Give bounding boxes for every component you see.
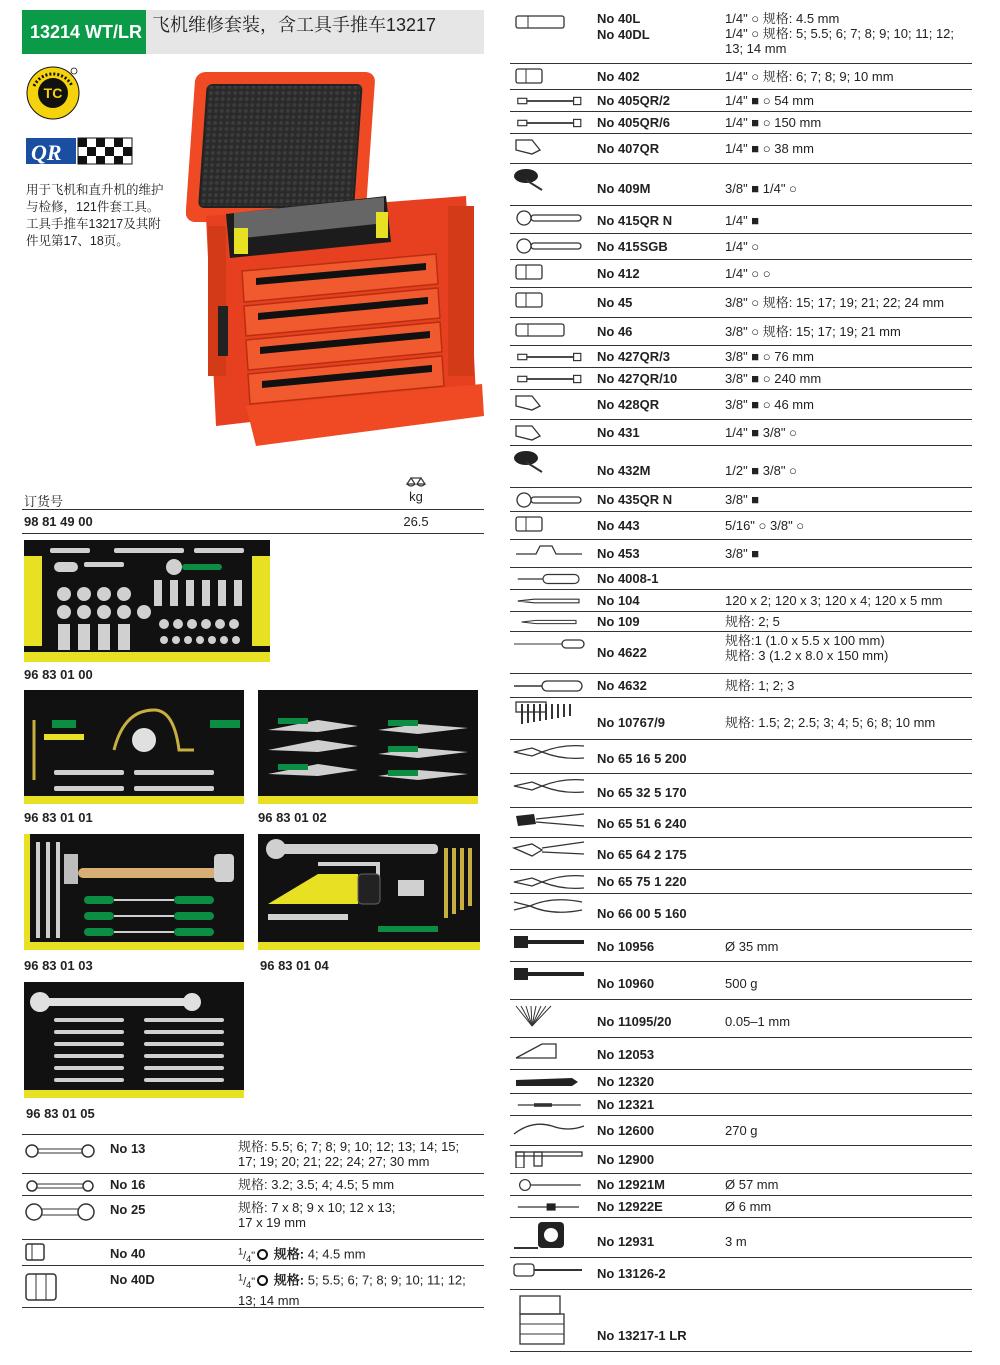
item-number-line: No 12321 [597, 1097, 655, 1112]
item-number-line: No 13217-1 LR [597, 1328, 687, 1343]
item-spec [725, 678, 973, 693]
item-row [510, 112, 972, 134]
item-spec [725, 715, 973, 730]
item-row [510, 612, 972, 632]
item-spec [725, 181, 973, 196]
item-number [597, 816, 687, 832]
scriber-icon [512, 1096, 592, 1114]
item-number [597, 546, 640, 562]
item-row [510, 488, 972, 512]
item-number-line: No 12320 [597, 1074, 655, 1089]
quick-release-logo [26, 136, 136, 166]
item-spec-line: 规格: 3 (1.2 x 8.0 x 150 mm) [725, 648, 889, 663]
item-spec [725, 93, 973, 108]
item-row [510, 1094, 972, 1116]
item-row [510, 234, 972, 260]
socket-icon [512, 66, 592, 86]
extension-icon [512, 348, 592, 366]
item-spec [725, 371, 973, 386]
order-row [22, 510, 484, 534]
item-row [510, 446, 972, 488]
item-spec [725, 425, 973, 440]
item-spec-line: 13; 14 mm [725, 41, 787, 56]
extension-icon [512, 92, 592, 110]
item-spec-line: 1/4" ○ 规格: 5; 5.5; 6; 7; 8; 9; 10; 11; 12; [725, 26, 955, 41]
item-spec [725, 463, 973, 478]
ring-wrench-icon [24, 1202, 96, 1222]
item-number [597, 645, 647, 661]
item-number [597, 1152, 654, 1168]
item-number: No 16 [110, 1177, 146, 1192]
item-number-line: No 402 [597, 69, 640, 84]
caliper-icon [512, 1148, 592, 1168]
item-row [510, 512, 972, 540]
adapter-icon [512, 422, 592, 442]
item-number [597, 1266, 666, 1282]
item-number [597, 906, 687, 922]
combination-wrench-tray-illustration [24, 982, 244, 1098]
item-number-line: No 428QR [597, 397, 660, 412]
item-spec [725, 633, 973, 663]
item-spec-line: 1/2" ■ 3/8" ○ [725, 463, 797, 478]
item-spec [725, 266, 973, 281]
item-number-line: No 65 51 6 240 [597, 816, 687, 831]
item-number-line: No 415SGB [597, 239, 668, 254]
product-title: 飞机维修套装，含工具手推车13217 [146, 10, 484, 54]
item-row [510, 90, 972, 112]
item-row [510, 930, 972, 962]
item-number: No 40 [110, 1246, 146, 1261]
tray-image [24, 834, 244, 950]
item-number-line: No 435QR N [597, 492, 673, 507]
item-spec-line: Ø 35 mm [725, 939, 779, 954]
item-number-line: No 65 16 5 200 [597, 751, 687, 766]
pliers-icon [512, 872, 592, 892]
item-spec-line: 3/8" ■ ○ 46 mm [725, 397, 814, 412]
item-number [597, 593, 640, 609]
item-spec-line: 3/8" ■ [725, 546, 760, 561]
item-number-line: No 65 75 1 220 [597, 874, 687, 889]
item-spec [725, 213, 973, 228]
item-spec [725, 11, 973, 56]
item-spec [725, 397, 973, 412]
item-row [510, 164, 972, 206]
item-spec [725, 69, 973, 84]
svg-text:TC: TC [43, 85, 63, 101]
hammer-icon [512, 932, 592, 952]
tray-number: 96 83 01 05 [26, 1106, 95, 1121]
item-spec [725, 141, 973, 156]
item-row [510, 698, 972, 740]
item-number-line: No 415QR N [597, 213, 673, 228]
tray-image [24, 982, 244, 1098]
item-number-line: No 11095/20 [597, 1014, 672, 1029]
item-row [510, 1174, 972, 1196]
ratchet-icon [512, 208, 592, 228]
item-number [597, 181, 650, 197]
item-number-line: No 409M [597, 181, 651, 196]
item-spec [725, 1177, 973, 1192]
item-spec-line: 120 x 2; 120 x 3; 120 x 4; 120 x 5 mm [725, 593, 943, 608]
item-row [510, 134, 972, 164]
item-spec-line: 规格:1 (1.0 x 5.5 x 100 mm) [725, 633, 885, 648]
item-spec-line: 3/8" ○ 规格: 15; 17; 19; 21; 22; 24 mm [725, 295, 945, 310]
item-spec-line: 1/4" ○ 规格: 4.5 mm [725, 11, 840, 26]
order-weight: 26.5 [403, 514, 429, 529]
item-row [510, 390, 972, 420]
item-number [597, 847, 687, 863]
bit-holder-icon [512, 1260, 592, 1280]
item-spec [725, 492, 973, 507]
socket-long-icon [512, 320, 592, 340]
item-number [597, 371, 677, 387]
item-row [510, 1146, 972, 1174]
item-spec [725, 614, 973, 629]
mirror-icon [512, 1176, 592, 1194]
item-number [597, 571, 658, 587]
item-number-line: No 4632 [597, 678, 647, 693]
item-spec-line: 规格: 2; 5 [725, 614, 780, 629]
tool-case-icon [512, 1292, 592, 1348]
item-spec-line: Ø 6 mm [725, 1199, 772, 1214]
tape-measure-icon [512, 1220, 592, 1252]
pick-up-tool-icon [512, 1118, 592, 1138]
weight-column-header [386, 476, 446, 504]
item-row [510, 346, 972, 368]
item-spec: 规格: 5.5; 6; 7; 8; 9; 10; 12; 13; 14; 15; 17; 19; 20; 21; 22; 24; 27; 30 mm [238, 1139, 460, 1169]
item-row [510, 894, 972, 930]
item-row [510, 540, 972, 568]
item-spec-line: 3 m [725, 1234, 747, 1249]
item-number-line: No 427QR/10 [597, 371, 678, 386]
tool-control-logo [26, 66, 80, 120]
item-spec [725, 1014, 973, 1029]
item-spec-line: 1/4" ■ ○ 38 mm [725, 141, 814, 156]
scale-icon [405, 476, 427, 490]
item-spec [725, 939, 973, 954]
item-spec-line: 1/4" ○ 规格: 6; 7; 8; 9; 10 mm [725, 69, 894, 84]
item-row [510, 420, 972, 446]
item-number-line: No 4008-1 [597, 571, 659, 586]
brace-icon [512, 542, 592, 562]
item-number [597, 295, 632, 311]
item-spec [725, 546, 973, 561]
locking-pliers-icon [512, 840, 592, 860]
screwdriver-icon [512, 570, 592, 588]
item-spec [725, 1123, 973, 1138]
item-spec: $^1/_4$" 规格: 5; 5.5; 6; 7; 8; 9; 10; 11; 12; 13; 14 mm [238, 1272, 466, 1308]
item-number-line: No 443 [597, 518, 640, 533]
item-number-line: No 65 64 2 175 [597, 847, 687, 862]
item-spec-line: 3/8" ■ 1/4" ○ [725, 181, 797, 196]
item-row [510, 1000, 972, 1038]
item-number [597, 614, 640, 630]
item-number [597, 1328, 687, 1344]
item-spec-line: 1/4" ○ ○ [725, 266, 771, 281]
item-spec [725, 518, 973, 533]
item-row [510, 590, 972, 612]
magnet-icon [512, 1198, 592, 1216]
item-number [597, 93, 670, 109]
item-spec-line: 规格: 1; 2; 3 [725, 678, 795, 693]
item-number-line: No 405QR/2 [597, 93, 670, 108]
item-number-line: No 4622 [597, 645, 647, 660]
tray-image [24, 690, 244, 804]
saw-caliper-tray-illustration [258, 834, 480, 950]
pliers-icon [512, 742, 592, 762]
item-row [510, 64, 972, 90]
item-spec-line: 500 g [725, 976, 758, 991]
feeler-icon [512, 634, 592, 654]
item-number [597, 239, 668, 255]
item-number [597, 1199, 663, 1215]
item-row [22, 1174, 484, 1196]
item-number [597, 266, 640, 282]
hammer-screwdriver-tray-illustration [24, 834, 244, 950]
item-number-line: No 12600 [597, 1123, 655, 1138]
item-number [597, 1014, 671, 1030]
item-row [510, 632, 972, 674]
item-row [510, 1038, 972, 1070]
item-number [597, 425, 640, 441]
water-pump-pliers-icon [512, 810, 592, 830]
socket-tray-illustration [24, 540, 270, 662]
item-row [510, 1258, 972, 1290]
socket-icon [512, 262, 592, 282]
item-number [597, 1047, 654, 1063]
tray-image [258, 690, 478, 804]
item-number [597, 874, 687, 890]
item-row [510, 318, 972, 346]
item-spec [725, 1234, 973, 1249]
item-number-line: No 10767/9 [597, 715, 665, 730]
item-number [597, 751, 687, 767]
item-number-line: No 40DL [597, 27, 650, 42]
item-row [510, 206, 972, 234]
socket-icon [24, 1272, 96, 1302]
item-row [510, 838, 972, 870]
hacksaw-icon [512, 1040, 592, 1060]
item-number-line: No 109 [597, 614, 640, 629]
side-cutter-icon [512, 896, 592, 916]
item-number-line: No 12922E [597, 1199, 663, 1214]
order-number: 98 81 49 00 [24, 514, 93, 529]
item-number-line: No 40L [597, 11, 641, 26]
item-spec [725, 295, 973, 310]
item-number-line: No 10960 [597, 976, 655, 991]
tray-image [24, 540, 270, 662]
item-row [510, 1116, 972, 1146]
feeler-gauge-icon [512, 1002, 592, 1030]
item-spec-line: 3/8" ■ ○ 240 mm [725, 371, 822, 386]
item-spec-line: 1/4" ■ 3/8" ○ [725, 425, 797, 440]
item-number [597, 141, 659, 157]
item-spec [725, 593, 973, 608]
item-row [510, 368, 972, 390]
ratchet-icon [512, 236, 592, 256]
item-row [22, 1266, 484, 1308]
tray-number: 96 83 01 00 [24, 667, 93, 682]
spinner-handle-icon [512, 448, 592, 476]
item-row [510, 870, 972, 894]
intro-text: 用于飞机和直升机的维护 与检修，121件套工具。 工具手推车13217及其附 件见第17、18页。 [26, 183, 164, 248]
adapter-icon [512, 136, 592, 156]
item-row [510, 674, 972, 698]
order-number-label: 订货号 [24, 494, 64, 509]
item-number [597, 115, 670, 131]
item-number-line: No 13126-2 [597, 1266, 666, 1281]
punch-icon [512, 592, 592, 610]
open-end-wrench-icon [24, 1176, 96, 1196]
item-number [597, 715, 665, 731]
item-spec: 规格: 3.2; 3.5; 4; 4.5; 5 mm [238, 1177, 395, 1192]
item-row [510, 568, 972, 590]
item-number-line: No 453 [597, 546, 640, 561]
item-spec [725, 1199, 973, 1214]
product-code: 13214 WT/LR [22, 10, 146, 54]
item-row [510, 740, 972, 774]
item-number [597, 518, 640, 534]
item-number-line: No 405QR/6 [597, 115, 670, 130]
wrench-tray-illustration [24, 690, 244, 804]
hex-key-set-icon [512, 700, 592, 728]
weight-unit: kg [409, 489, 423, 504]
tray-number: 96 83 01 02 [258, 810, 327, 825]
item-spec-line: 1/4" ○ [725, 239, 760, 254]
item-number [597, 492, 672, 508]
item-number-line: No 431 [597, 425, 640, 440]
item-spec: 规格: 7 x 8; 9 x 10; 12 x 13; 17 x 19 mm [238, 1200, 396, 1230]
round-drive-icon [257, 1249, 268, 1260]
combination-wrench-icon [24, 1141, 96, 1161]
item-number [597, 1123, 654, 1139]
item-number [597, 349, 670, 365]
item-row [510, 1070, 972, 1094]
item-number: No 40D [110, 1272, 155, 1287]
tray-image [258, 834, 480, 950]
tray-number: 96 83 01 04 [260, 958, 329, 973]
item-number [597, 69, 640, 85]
knife-icon [512, 1072, 592, 1092]
item-spec-line: 3/8" ■ [725, 492, 760, 507]
item-spec-line: 1/4" ■ [725, 213, 760, 228]
punch-icon [512, 614, 592, 630]
tray-number: 96 83 01 03 [24, 958, 93, 973]
item-number-line: No 66 00 5 160 [597, 906, 687, 921]
ratchet-icon [512, 490, 592, 510]
item-number-line: No 432M [597, 463, 651, 478]
hammer-icon [512, 964, 592, 984]
item-number [597, 463, 650, 479]
item-number-line: No 427QR/3 [597, 349, 670, 364]
item-number [597, 976, 654, 992]
item-row [510, 10, 972, 64]
item-spec [725, 115, 973, 130]
item-number-line: No 46 [597, 324, 633, 339]
spinner-handle-icon [512, 166, 592, 194]
item-spec-line: 1/4" ■ ○ 54 mm [725, 93, 814, 108]
item-number [597, 324, 632, 340]
socket-icon [512, 514, 592, 534]
item-number [597, 939, 654, 955]
item-spec-line: 5/16" ○ 3/8" ○ [725, 518, 805, 533]
extension-icon [512, 370, 592, 388]
screwdriver-icon [512, 676, 592, 696]
item-number [597, 1234, 654, 1250]
item-number [597, 1177, 665, 1193]
adapter-icon [512, 392, 592, 412]
item-row [510, 260, 972, 288]
item-spec-line: 3/8" ○ 规格: 15; 17; 19; 21 mm [725, 324, 901, 339]
tool-case-photo [186, 66, 486, 466]
item-spec: $^1/_4$" 规格: 4; 4.5 mm [238, 1246, 366, 1264]
socket-long-icon [512, 12, 592, 32]
item-spec-line: 1/4" ■ ○ 150 mm [725, 115, 822, 130]
item-row [510, 1218, 972, 1258]
item-row [510, 808, 972, 838]
item-number: No 25 [110, 1202, 146, 1217]
item-number [597, 678, 647, 694]
tray-number: 96 83 01 01 [24, 810, 93, 825]
pliers-tray-illustration [258, 690, 478, 804]
item-number-line: No 412 [597, 266, 640, 281]
item-number-line: No 65 32 5 170 [597, 785, 687, 800]
item-spec [725, 976, 973, 991]
item-row [510, 288, 972, 318]
item-number-line: No 104 [597, 593, 640, 608]
item-row [510, 1290, 972, 1352]
item-number: No 13 [110, 1141, 146, 1156]
item-row [510, 1196, 972, 1218]
item-spec [725, 324, 973, 339]
item-spec-line: 0.05–1 mm [725, 1014, 791, 1029]
item-number-line: No 10956 [597, 939, 655, 954]
item-number [597, 1097, 654, 1113]
item-number-line: No 407QR [597, 141, 660, 156]
item-number [597, 213, 672, 229]
extension-icon [512, 114, 592, 132]
item-number [597, 1074, 654, 1090]
item-spec [725, 239, 973, 254]
order-table-header [22, 476, 484, 510]
item-number [597, 397, 659, 413]
item-number-line: No 12053 [597, 1047, 655, 1062]
item-spec-line: 规格: 1.5; 2; 2.5; 3; 4; 5; 6; 8; 10 mm [725, 715, 936, 730]
item-number-line: No 45 [597, 295, 633, 310]
item-number-line: No 12921M [597, 1177, 665, 1192]
item-number-line: No 12900 [597, 1152, 655, 1167]
socket-icon [512, 290, 592, 310]
item-spec-line: 270 g [725, 1123, 758, 1138]
item-row [510, 962, 972, 1000]
item-row [510, 774, 972, 808]
item-row [22, 1134, 484, 1174]
item-row [22, 1240, 484, 1266]
item-number [597, 11, 650, 43]
item-number-line: No 12931 [597, 1234, 655, 1249]
svg-text:QR: QR [31, 140, 62, 165]
socket-icon [24, 1242, 96, 1262]
item-number [597, 785, 687, 801]
item-spec [725, 349, 973, 364]
item-spec-line: 3/8" ■ ○ 76 mm [725, 349, 814, 364]
item-row [22, 1196, 484, 1240]
item-spec-line: Ø 57 mm [725, 1177, 779, 1192]
pliers-icon [512, 776, 592, 796]
